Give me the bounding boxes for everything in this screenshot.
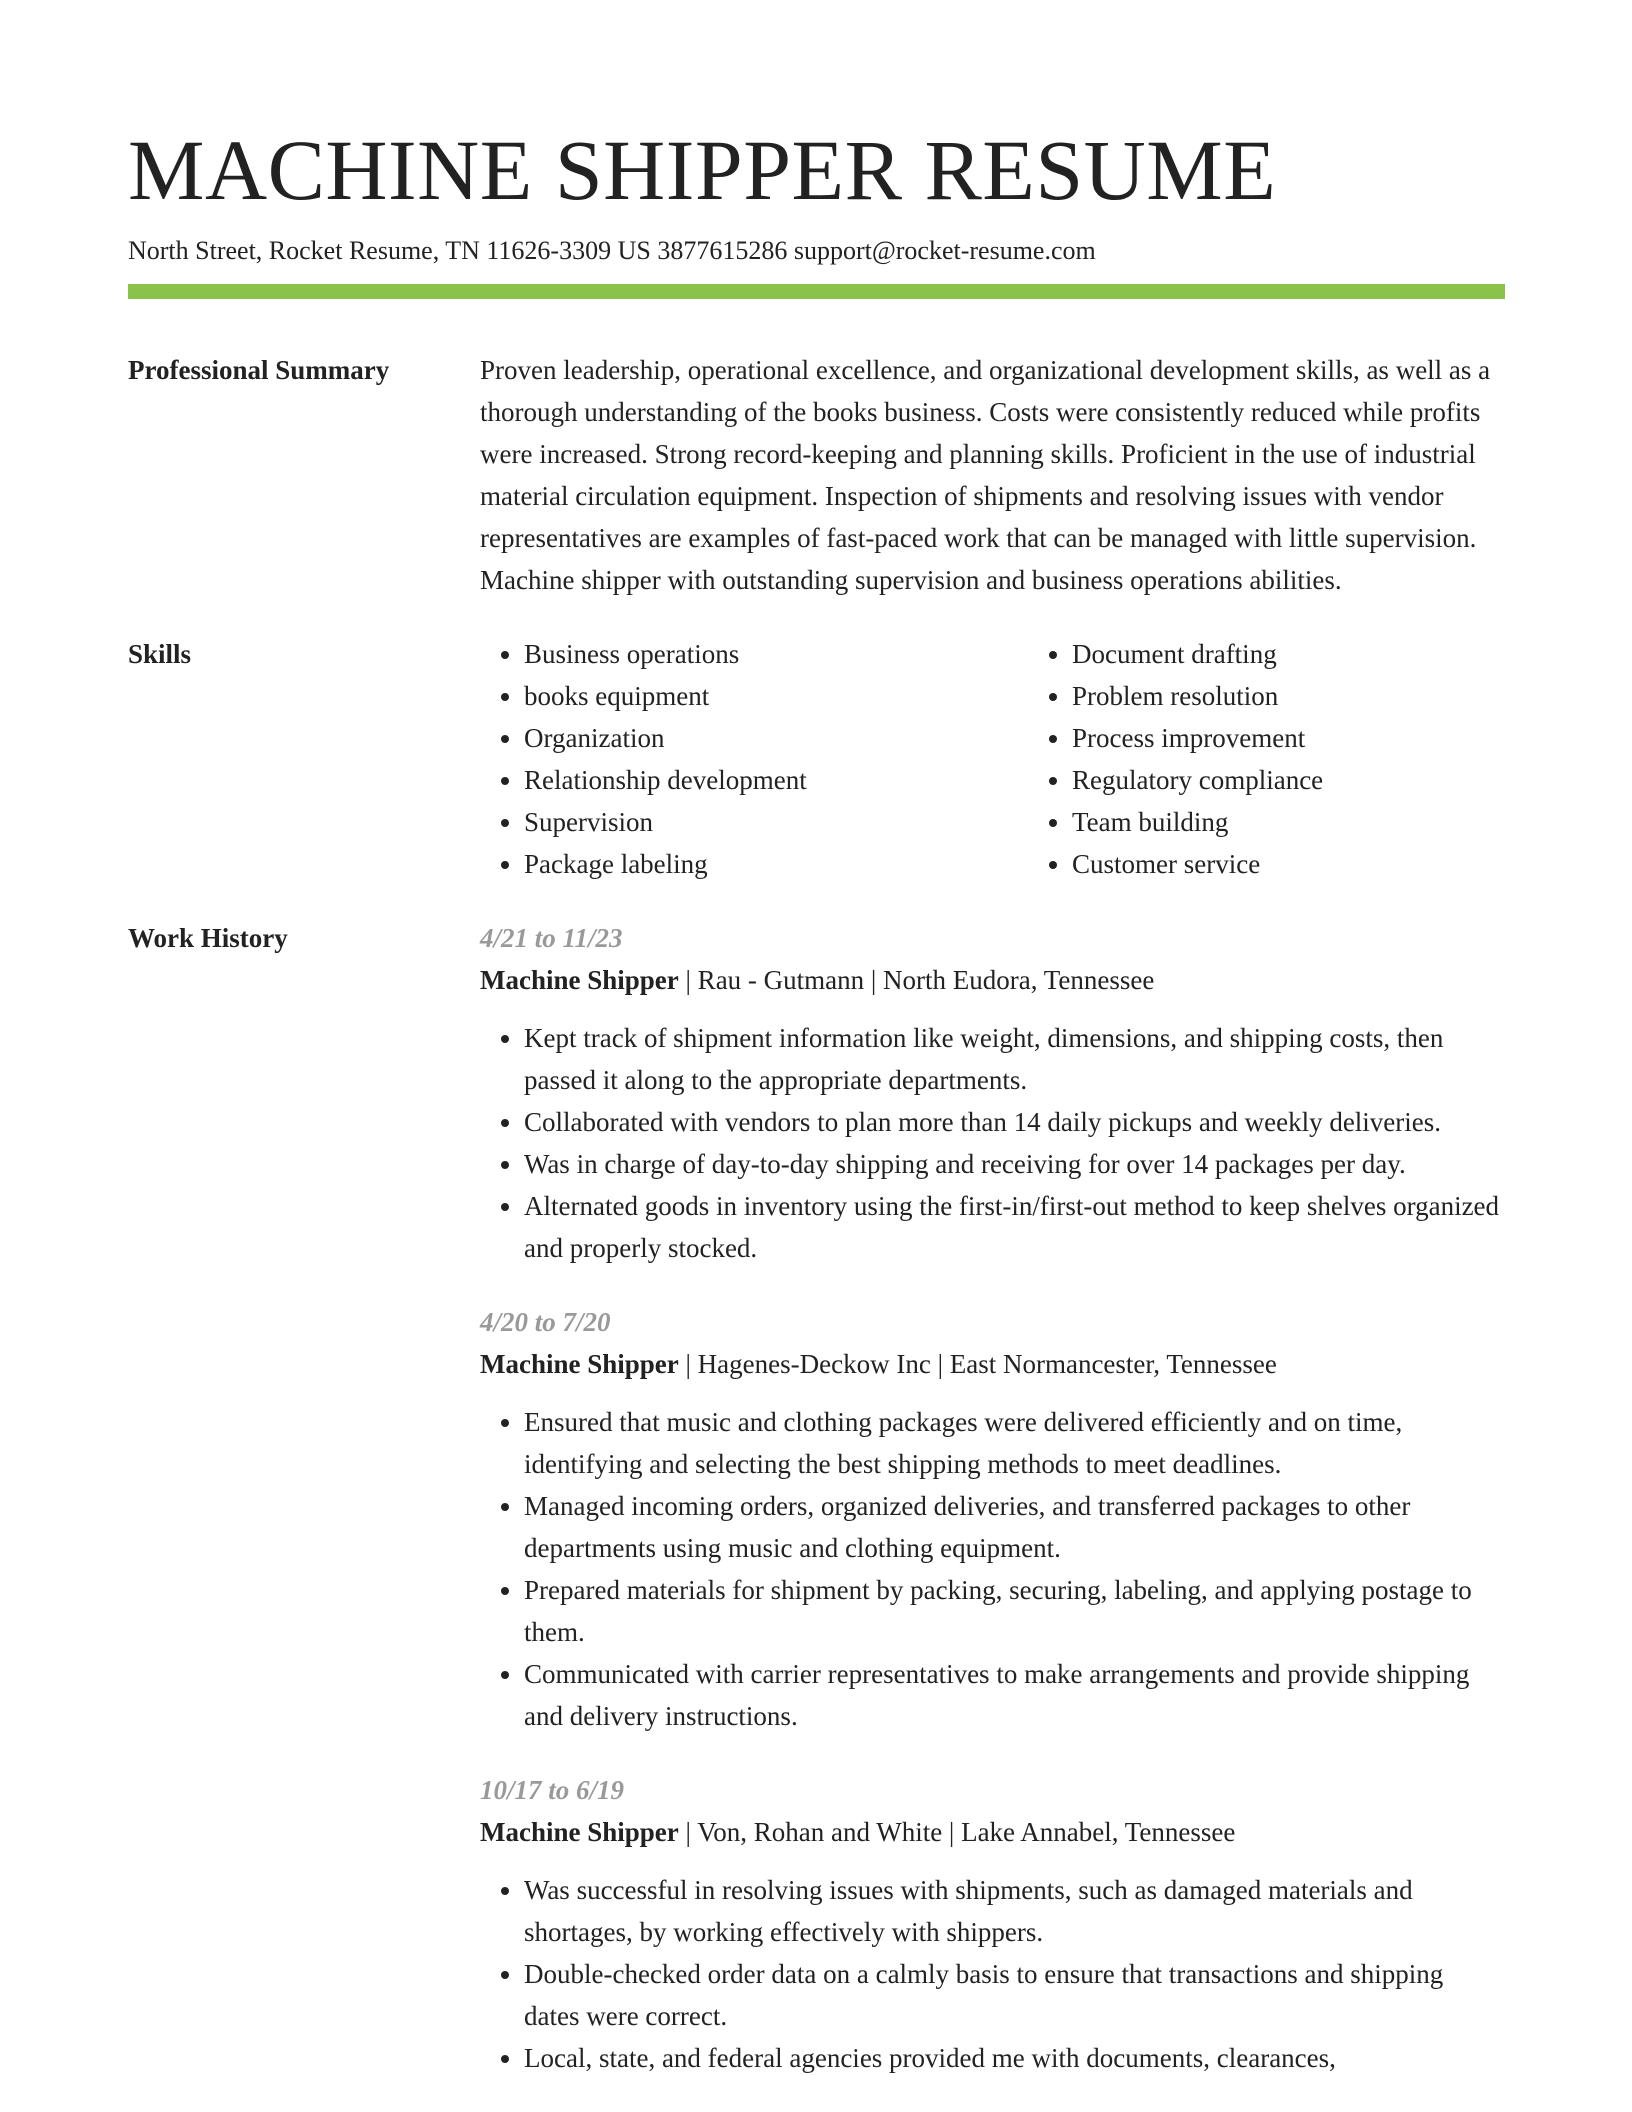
job-responsibilities bbox=[480, 1869, 1505, 2079]
skills-list-right bbox=[1028, 633, 1576, 885]
skill-item: • Customer service bbox=[1072, 843, 1576, 885]
job-heading bbox=[480, 959, 1505, 1001]
skill-item: • Organization bbox=[524, 717, 1028, 759]
job-title: Machine Shipper bbox=[480, 965, 679, 995]
job-bullet: • Was in charge of day-to-day shipping and receiving for over 14 packages per day. bbox=[524, 1143, 1505, 1185]
skill-item: • Problem resolution bbox=[1072, 675, 1576, 717]
job-entry bbox=[480, 1301, 1505, 1737]
job-dates: 4/21 to 11/23 bbox=[480, 923, 623, 953]
job-heading bbox=[480, 1343, 1505, 1385]
job-title: Machine Shipper bbox=[480, 1817, 679, 1847]
skill-item: • Regulatory compliance bbox=[1072, 759, 1576, 801]
job-bullet: • Collaborated with vendors to plan more than 14 daily pickups and weekly deliveries. bbox=[524, 1101, 1505, 1143]
job-entry bbox=[480, 917, 1505, 1269]
summary-text: Proven leadership, operational excellence, and organizational development skills, as well as a thorough understanding of the books business. Costs were consistently reduced while profits were increased. Strong record-keeping and planning skills. Proficient in the use of industrial material circulation equipment. Inspection of shipments and resolving issues with vendor representatives are examples of fast-paced work that can be managed with little supervision. Machine shipper with outstanding supervision and business operations abilities. bbox=[480, 355, 1491, 595]
job-bullet: • Managed incoming orders, organized deliveries, and transferred packages to other departments using music and clothing equipment. bbox=[524, 1485, 1505, 1569]
job-dates: 10/17 to 6/19 bbox=[480, 1775, 625, 1805]
job-employer-location: | Hagenes-Deckow Inc | East Normancester, Tennessee bbox=[678, 1349, 1277, 1379]
skill-item: • Process improvement bbox=[1072, 717, 1576, 759]
skill-item: • Relationship development bbox=[524, 759, 1028, 801]
resume-title: MACHINE SHIPPER RESUME bbox=[128, 122, 1277, 218]
skills-body bbox=[480, 633, 1576, 885]
section-label-summary: Professional Summary bbox=[128, 355, 390, 385]
job-bullet: • Alternated goods in inventory using the first-in/first-out method to keep shelves organized and properly stocked. bbox=[524, 1185, 1505, 1269]
skill-item: • Supervision bbox=[524, 801, 1028, 843]
job-title: Machine Shipper bbox=[480, 1349, 679, 1379]
professional-summary-section bbox=[128, 349, 1505, 601]
job-bullet: • Double-checked order data on a calmly basis to ensure that transactions and shipping dates were correct. bbox=[524, 1953, 1505, 2037]
skill-item: • books equipment bbox=[524, 675, 1028, 717]
job-heading bbox=[480, 1811, 1505, 1853]
job-responsibilities bbox=[480, 1017, 1505, 1269]
job-entry bbox=[480, 1769, 1505, 2079]
job-employer-location: | Von, Rohan and White | Lake Annabel, Tennessee bbox=[678, 1817, 1236, 1847]
job-dates: 4/20 to 7/20 bbox=[480, 1307, 611, 1337]
contact-line: North Street, Rocket Resume, TN 11626-3309 US 3877615286 support@rocket-resume.com bbox=[128, 236, 1096, 265]
skill-item: • Team building bbox=[1072, 801, 1576, 843]
skill-item: • Document drafting bbox=[1072, 633, 1576, 675]
skill-item: • Business operations bbox=[524, 633, 1028, 675]
section-label-work-history: Work History bbox=[128, 923, 288, 953]
job-bullet: • Kept track of shipment information like weight, dimensions, and shipping costs, then passed it along to the appropriate departments. bbox=[524, 1017, 1505, 1101]
skills-section bbox=[128, 633, 1505, 885]
skills-list-left bbox=[480, 633, 1028, 885]
section-label-skills: Skills bbox=[128, 639, 192, 669]
job-bullet: • Communicated with carrier representatives to make arrangements and provide shipping and delivery instructions. bbox=[524, 1653, 1505, 1737]
job-bullet: • Was successful in resolving issues with shipments, such as damaged materials and shortages, by working effectively with shippers. bbox=[524, 1869, 1505, 1953]
job-bullet: • Prepared materials for shipment by packing, securing, labeling, and applying postage to them. bbox=[524, 1569, 1505, 1653]
skills-grid bbox=[480, 633, 1576, 885]
job-employer-location: | Rau - Gutmann | North Eudora, Tennessee bbox=[678, 965, 1155, 995]
job-bullet: • Local, state, and federal agencies provided me with documents, clearances, bbox=[524, 2037, 1505, 2079]
job-responsibilities bbox=[480, 1401, 1505, 1737]
resume-page bbox=[128, 120, 1505, 2111]
work-history-section bbox=[128, 917, 1505, 2111]
job-bullet: • Ensured that music and clothing packages were delivered efficiently and on time, identifying and selecting the best shipping methods to meet deadlines. bbox=[524, 1401, 1505, 1485]
work-history-body bbox=[480, 917, 1505, 2111]
accent-divider bbox=[128, 284, 1505, 299]
skill-item: • Package labeling bbox=[524, 843, 1028, 885]
